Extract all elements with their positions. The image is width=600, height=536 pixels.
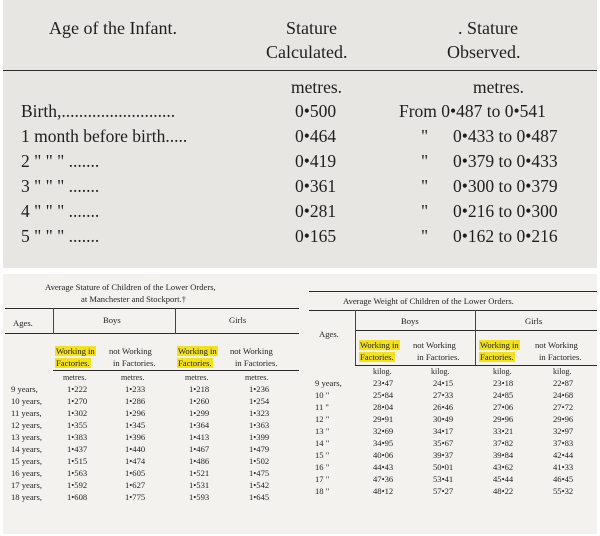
stature-boys-working-header-2: Factories. [56,358,90,368]
age-cell: 16 " [315,462,330,472]
age-cell: 11 years, [11,408,42,418]
girls-working-cell: 1•521 [189,468,210,478]
weight-divider [475,310,476,366]
header-rule [3,70,597,71]
calc-cell: 0•165 [295,226,337,246]
age-cell: 15 " [315,450,330,460]
boys-notworking-cell: 57•27 [433,486,454,496]
girls-notworking-cell: 1•399 [249,432,270,442]
ditto-mark: " [421,126,429,146]
stature-title-2: at Manchester and Stockport.† [81,294,187,304]
stature-girls-notworking-header: not Working [230,346,273,356]
boys-notworking-cell: 1•345 [125,420,146,430]
stature-divider [175,308,176,334]
boys-notworking-cell: 1•440 [125,444,146,454]
girls-notworking-cell: 1•502 [249,456,270,466]
unit-label: metres. [63,373,87,382]
boys-notworking-cell: 34•17 [433,426,454,436]
boys-notworking-cell: 30•49 [433,414,454,424]
calc-cell: 0•500 [295,101,337,121]
weight-boys-notworking-header: not Working [413,340,456,350]
girls-working-cell: 1•531 [189,480,210,490]
age-cell: 12 years, [11,420,43,430]
girls-notworking-cell: 46•45 [553,474,574,484]
age-cell: 17 " [315,474,330,484]
boys-working-cell: 1•437 [67,444,88,454]
boys-working-cell: 1•383 [67,432,88,442]
age-cell: 10 years, [11,396,43,406]
boys-notworking-cell: 1•296 [125,408,146,418]
weight-girls-notworking-header-2: in Factories. [539,352,582,362]
unit-label: kilog. [553,367,572,376]
girls-notworking-cell: 1•254 [249,396,270,406]
girls-notworking-cell: 1•363 [249,420,270,430]
girls-working-cell: 24•85 [493,390,514,400]
girls-working-cell: 43•62 [493,462,514,472]
girls-notworking-cell: 32•97 [553,426,574,436]
calc-cell: 0•281 [295,201,337,221]
stature-divider [53,308,54,334]
unit-label: kilog. [431,367,450,376]
obs-cell: 0•379 to 0•433 [453,151,558,171]
age-cell: 4 " " " ....... [21,201,100,221]
weight-girls-working-header-2: Factories. [480,352,514,362]
weight-girls-header: Girls [525,316,543,326]
boys-working-cell: 48•12 [373,486,394,496]
girls-notworking-cell: 1•236 [249,384,270,394]
girls-notworking-cell: 55•32 [553,486,574,496]
girls-working-cell: 1•486 [189,456,210,466]
girls-working-cell: 27•06 [493,402,514,412]
girls-working-cell: 48•22 [493,486,514,496]
boys-notworking-cell: 1•286 [125,396,146,406]
boys-notworking-cell: 1•605 [125,468,146,478]
lower-orders-panel [3,274,597,534]
boys-notworking-cell: 1•775 [125,492,146,502]
stature-unit-rule [53,370,299,371]
ditto-mark: " [421,176,429,196]
calc-cell: 0•419 [295,151,337,171]
girls-notworking-cell: 29•96 [553,414,574,424]
boys-notworking-cell: 24•15 [433,378,454,388]
weight-ages-header: Ages. [319,329,339,339]
stature-ages-header: Ages. [13,318,33,328]
boys-notworking-cell: 26•46 [433,402,454,412]
unit-label: metres. [185,373,209,382]
obs-cell: 0•433 to 0•487 [453,126,558,146]
boys-notworking-cell: 27•33 [433,390,454,400]
girls-working-cell: 39•84 [493,450,514,460]
age-cell: 5 " " " ....... [21,226,100,246]
girls-working-cell: 1•467 [189,444,210,454]
girls-working-cell: 33•21 [493,426,514,436]
stature-top-rule [5,308,299,309]
unit-label: metres. [121,373,145,382]
weight-girls-working-header: Working in [480,340,519,350]
unit-label: kilog. [373,367,392,376]
girls-notworking-cell: 1•542 [249,480,270,490]
stature-sub-rule [5,333,299,334]
boys-notworking-cell: 39•37 [433,450,454,460]
age-cell: 2 " " " ....... [21,151,100,171]
boys-notworking-cell: 35•67 [433,438,454,448]
stature-boys-working-header: Working in [56,346,95,356]
boys-working-cell: 1•302 [67,408,88,418]
age-cell: 14 " [315,438,330,448]
boys-working-cell: 1•592 [67,480,88,490]
age-cell: Birth,.......................... [21,101,176,121]
age-cell: 1 month before birth..... [21,126,188,146]
girls-working-cell: 45•44 [493,474,514,484]
boys-working-cell: 1•270 [67,396,88,406]
weight-unit-rule [355,365,597,366]
weight-boys-working-header-2: Factories. [360,352,394,362]
obs-cell: From 0•487 to 0•541 [399,101,546,121]
age-cell: 15 years, [11,456,43,466]
girls-notworking-cell: 41•33 [553,462,574,472]
weight-sub-rule [355,330,597,331]
boys-working-cell: 1•563 [67,468,88,478]
unit-label: kilog. [493,367,512,376]
boys-working-cell: 23•47 [373,378,394,388]
age-cell: 12 " [315,414,330,424]
calc-cell: 0•464 [295,126,337,146]
girls-notworking-cell: 1•475 [249,468,270,478]
weight-title-rule [309,310,597,311]
boys-notworking-cell: 1•396 [125,432,146,442]
boys-working-cell: 1•608 [67,492,88,502]
header-obs-line1: . Stature [458,18,518,38]
boys-notworking-cell: 50•01 [433,462,454,472]
header-obs-line2: Observed. [447,42,521,62]
girls-working-cell: 1•260 [189,396,210,406]
age-cell: 18 " [315,486,330,496]
header-calc-line1: Stature [286,18,337,38]
girls-notworking-cell: 1•323 [249,408,270,418]
unit-obs: metres. [473,77,525,97]
ditto-mark: " [421,226,429,246]
girls-notworking-cell: 22•87 [553,378,574,388]
obs-cell: 0•162 to 0•216 [453,226,558,246]
boys-working-cell: 29•91 [373,414,394,424]
boys-working-cell: 32•69 [373,426,394,436]
boys-working-cell: 28•04 [373,402,394,412]
boys-working-cell: 44•43 [373,462,394,472]
age-cell: 17 years, [11,480,43,490]
age-cell: 3 " " " ....... [21,176,100,196]
girls-working-cell: 23•18 [493,378,514,388]
weight-divider [355,310,356,366]
unit-label: metres. [245,373,269,382]
header-age: Age of the Infant. [49,18,177,38]
boys-notworking-cell: 1•627 [125,480,146,490]
girls-notworking-cell: 1•645 [249,492,270,502]
obs-cell: 0•300 to 0•379 [453,176,558,196]
age-cell: 11 " [315,402,329,412]
boys-notworking-cell: 53•41 [433,474,454,484]
unit-calc: metres. [291,77,343,97]
ditto-mark: " [421,201,429,221]
boys-notworking-cell: 1•233 [125,384,146,394]
calc-cell: 0•361 [295,176,337,196]
weight-boys-header: Boys [401,316,419,326]
girls-notworking-cell: 37•83 [553,438,574,448]
boys-working-cell: 1•355 [67,420,88,430]
weight-girls-notworking-header: not Working [535,340,578,350]
stature-boys-header: Boys [103,315,121,325]
girls-notworking-cell: 27•72 [553,402,574,412]
age-cell: 18 years, [11,492,43,502]
weight-top-rule [309,291,597,292]
girls-notworking-cell: 42•44 [553,450,574,460]
stature-boys-notworking-header-2: in Factories. [113,358,156,368]
girls-notworking-cell: 1•479 [249,444,270,454]
ditto-mark: " [421,151,429,171]
header-calc-line2: Calculated. [266,42,348,62]
weight-boys-working-header: Working in [360,340,399,350]
stature-boys-notworking-header: not Working [109,346,152,356]
girls-working-cell: 1•364 [189,420,210,430]
obs-cell: 0•216 to 0•300 [453,201,558,221]
girls-working-cell: 29•96 [493,414,514,424]
boys-working-cell: 25•84 [373,390,394,400]
age-cell: 13 " [315,426,330,436]
girls-notworking-cell: 24•68 [553,390,574,400]
boys-working-cell: 1•222 [67,384,88,394]
boys-working-cell: 40•06 [373,450,394,460]
age-cell: 16 years, [11,468,43,478]
age-cell: 9 years, [11,384,38,394]
boys-notworking-cell: 1•474 [125,456,146,466]
weight-title: Average Weight of Children of the Lower Orders. [343,296,514,306]
girls-working-cell: 37•82 [493,438,514,448]
age-cell: 13 years, [11,432,43,442]
stature-girls-notworking-header-2: in Factories. [235,358,278,368]
boys-working-cell: 34•95 [373,438,394,448]
infant-stature-panel [3,0,597,268]
stature-girls-header: Girls [229,315,247,325]
age-cell: 9 years, [315,378,342,388]
boys-working-cell: 47•36 [373,474,394,484]
age-cell: 10 " [315,390,330,400]
stature-title-1: Average Stature of Children of the Lower Orders, [45,282,216,292]
girls-working-cell: 1•299 [189,408,210,418]
age-cell: 14 years, [11,444,43,454]
stature-girls-working-header: Working in [178,346,217,356]
boys-working-cell: 1•515 [67,456,88,466]
weight-boys-notworking-header-2: in Factories. [417,352,460,362]
girls-working-cell: 1•218 [189,384,210,394]
stature-girls-working-header-2: Factories. [178,358,212,368]
girls-working-cell: 1•593 [189,492,210,502]
girls-working-cell: 1•413 [189,432,210,442]
